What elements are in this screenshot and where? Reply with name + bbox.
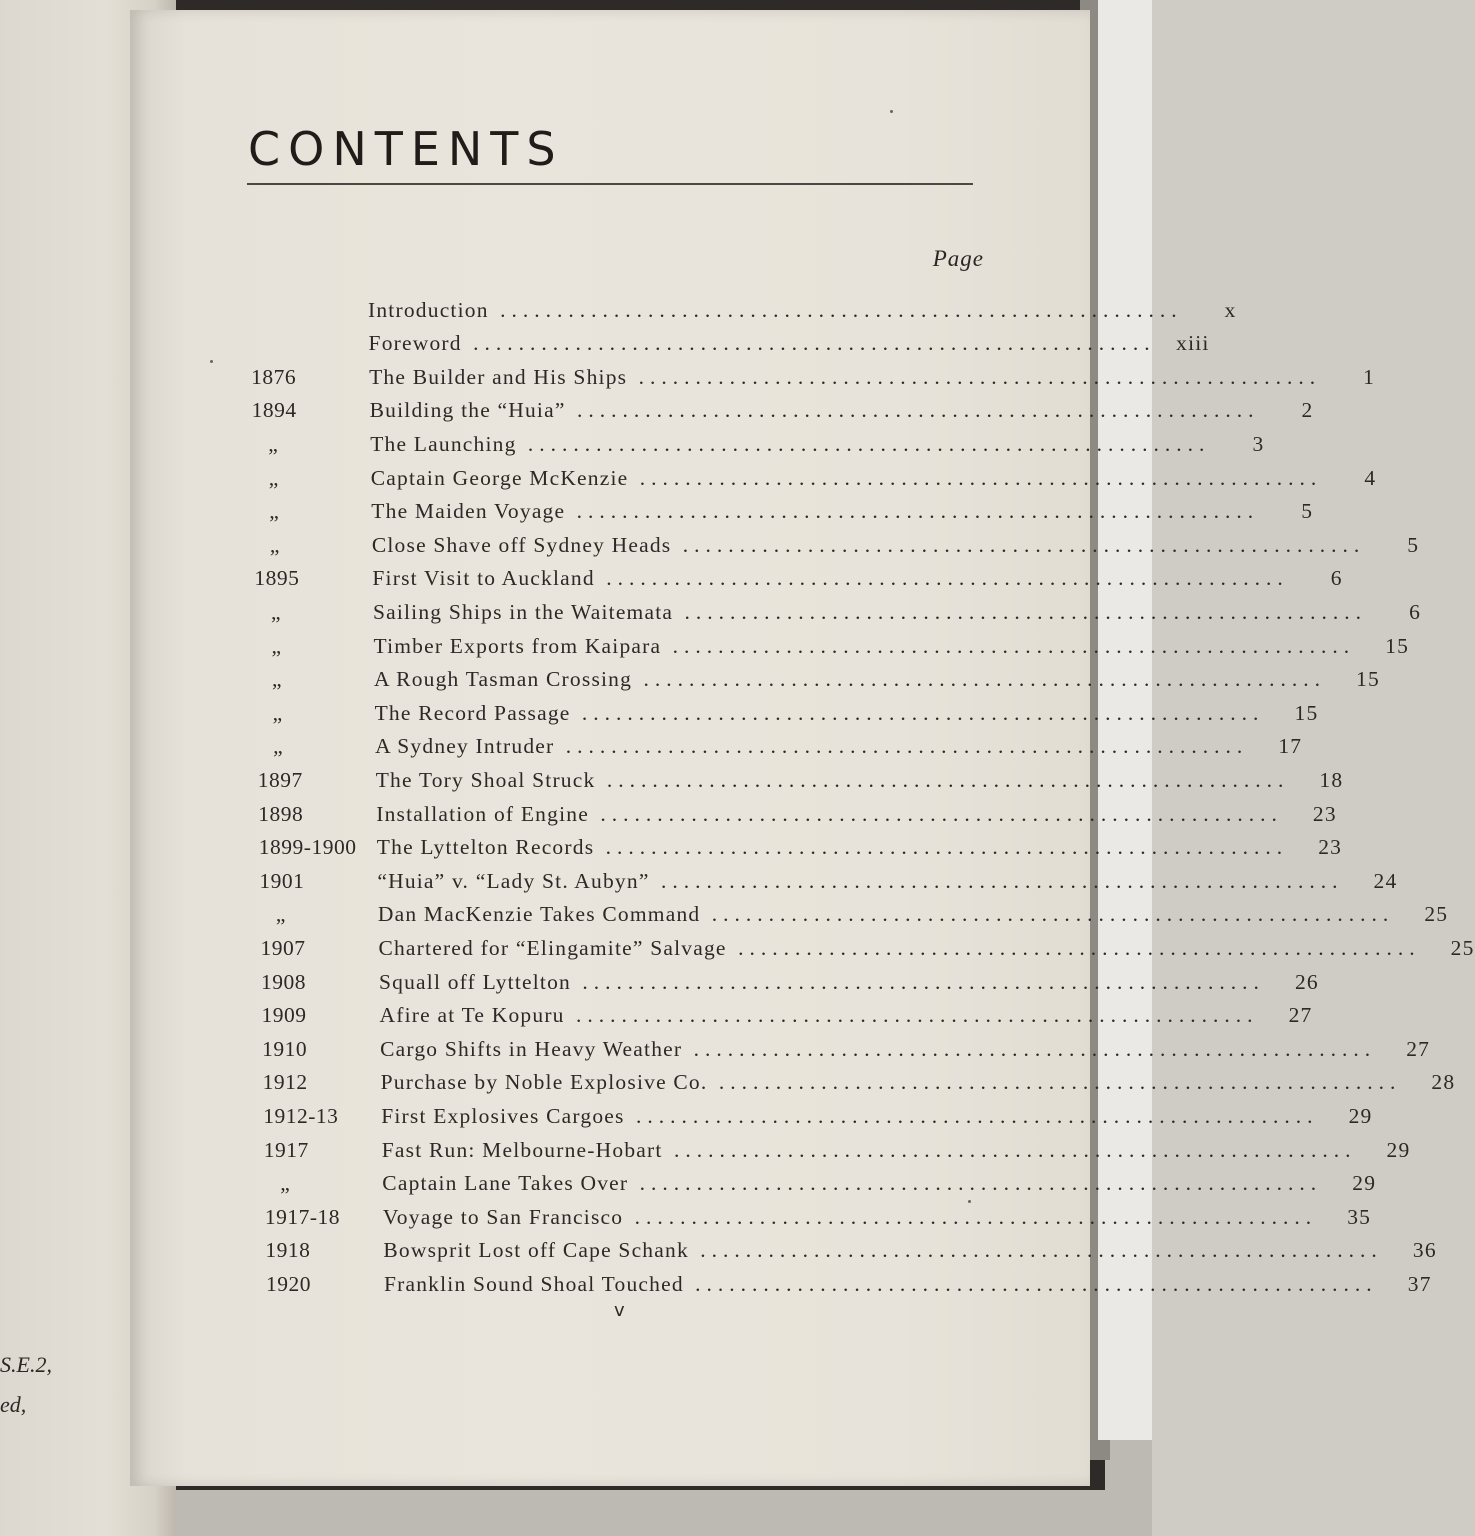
dot-leader: ............................................................ <box>595 767 1290 792</box>
toc-title-leader <box>371 499 1259 524</box>
toc-year: 1917-18 <box>264 1204 341 1229</box>
toc-title: Captain Lane Takes Over <box>382 1171 629 1196</box>
toc-title-leader <box>382 1171 1322 1196</box>
toc-page-number: 25 <box>1424 902 1449 927</box>
toc-entry <box>263 1134 1411 1166</box>
toc-entry <box>257 697 1319 729</box>
toc-entry <box>263 1100 1373 1132</box>
left-page-fragment: ed, <box>0 1392 27 1417</box>
toc-title-leader <box>376 768 1290 793</box>
toc-year: „ <box>269 499 280 524</box>
toc-page-number: 17 <box>1278 734 1303 759</box>
toc-year: 1894 <box>251 398 297 423</box>
toc-title-leader <box>369 365 1321 390</box>
toc-title-leader <box>369 331 1156 356</box>
toc-page-number: 29 <box>1386 1137 1411 1162</box>
dot-leader: ............................................................ <box>564 1003 1259 1028</box>
toc-entry <box>253 462 1377 494</box>
toc-entry <box>251 328 1210 360</box>
toc-entry <box>261 966 1319 998</box>
toc-title-leader <box>370 398 1260 423</box>
toc-entry <box>265 1235 1437 1267</box>
toc-page-number: 23 <box>1312 801 1337 826</box>
dot-leader: ............................................................ <box>632 667 1326 692</box>
toc-title: The Builder and His Ships <box>369 364 628 389</box>
toc-entry <box>250 294 1237 326</box>
toc-title: The Tory Shoal Struck <box>375 767 596 792</box>
toc-title-leader <box>378 936 1420 961</box>
toc-year: 1897 <box>257 767 303 792</box>
toc-title-leader <box>381 1070 1402 1095</box>
toc-title-leader <box>370 432 1210 457</box>
toc-title: Close Shave off Sydney Heads <box>371 532 672 557</box>
toc-title: Introduction <box>368 297 489 322</box>
toc-page-number: 28 <box>1431 1070 1456 1095</box>
toc-title: Bowsprit Lost off Cape Schank <box>383 1238 689 1263</box>
toc-title-leader <box>373 600 1367 625</box>
dot-leader: ............................................................ <box>624 1103 1319 1128</box>
toc-title: The Launching <box>370 431 517 456</box>
dot-leader: ............................................................ <box>673 599 1368 624</box>
dot-leader: ............................................................ <box>554 734 1249 759</box>
dot-leader: ............................................................ <box>570 700 1265 725</box>
toc-entry <box>251 395 1314 427</box>
dot-leader: ............................................................ <box>688 1238 1383 1263</box>
toc-year: 1910 <box>262 1036 308 1061</box>
toc-year: 1901 <box>259 868 305 893</box>
dot-leader: ............................................................ <box>649 868 1344 893</box>
toc-year: 1912-13 <box>263 1103 339 1128</box>
toc-title-leader <box>368 298 1183 323</box>
toc-page-number: 3 <box>1252 431 1265 456</box>
dot-leader: ............................................................ <box>565 499 1260 524</box>
toc-title-leader <box>381 1104 1318 1129</box>
toc-year: „ <box>271 633 282 658</box>
toc-page-number: 15 <box>1356 667 1380 692</box>
toc-year: „ <box>270 599 281 624</box>
dot-leader: ............................................................ <box>623 1204 1318 1229</box>
toc-title: Installation of Engine <box>376 801 589 826</box>
toc-title-leader <box>377 869 1343 894</box>
toc-page-number: x <box>1224 297 1237 322</box>
toc-page-number: 36 <box>1412 1238 1437 1263</box>
toc-page-number: 35 <box>1347 1204 1372 1229</box>
page-number-mark: v <box>614 1300 625 1321</box>
toc-page-number: 26 <box>1294 969 1319 994</box>
toc-year: „ <box>269 532 280 557</box>
toc-page-number: 29 <box>1348 1103 1373 1128</box>
toc-title-leader <box>377 835 1288 860</box>
toc-page-number: 27 <box>1406 1036 1431 1061</box>
toc-title: Dan MacKenzie Takes Command <box>377 902 701 927</box>
toc-title-leader <box>375 734 1248 759</box>
toc-page-number: 5 <box>1407 532 1420 557</box>
dot-leader: ............................................................ <box>516 431 1211 456</box>
toc-year: 1899-1900 <box>258 835 357 860</box>
toc-title-leader <box>378 902 1394 927</box>
toc-title: Fast Run: Melbourne-Hobart <box>381 1137 663 1162</box>
dot-leader: ............................................................ <box>565 398 1260 423</box>
toc-page-number: 15 <box>1294 700 1319 725</box>
toc-title-leader <box>383 1238 1382 1263</box>
toc-page-number: 24 <box>1373 868 1398 893</box>
toc-entry <box>265 1268 1432 1300</box>
dot-leader: ............................................................ <box>594 835 1289 860</box>
toc-entry <box>260 899 1449 931</box>
toc-title: The Maiden Voyage <box>371 499 566 524</box>
toc-page-number: 4 <box>1364 465 1377 490</box>
dot-leader: ............................................................ <box>707 1070 1402 1095</box>
toc-title-leader <box>375 701 1265 726</box>
dot-leader: ............................................................ <box>594 566 1289 591</box>
toc-title: Voyage to San Francisco <box>382 1204 624 1229</box>
dot-leader: ............................................................ <box>726 935 1421 960</box>
toc-title: “Huia” v. “Lady St. Aubyn” <box>377 868 650 893</box>
toc-year: 1898 <box>258 801 304 826</box>
dot-leader: ............................................................ <box>662 1137 1357 1162</box>
toc-year: 1920 <box>265 1271 311 1296</box>
toc-page-number: 1 <box>1363 364 1376 389</box>
toc-title: First Explosives Cargoes <box>381 1103 625 1128</box>
toc-year: 1908 <box>261 969 306 994</box>
toc-title-leader <box>374 667 1326 692</box>
toc-year: „ <box>275 902 286 927</box>
toc-title-leader <box>384 1272 1378 1297</box>
toc-title: Building the “Huia” <box>369 398 566 423</box>
toc-entry <box>252 428 1265 460</box>
toc-title: Squall off Lyttelton <box>379 969 572 994</box>
toc-entry <box>258 798 1337 830</box>
toc-title: Purchase by Noble Explosive Co. <box>380 1070 708 1095</box>
toc-year: „ <box>272 667 283 692</box>
toc-title: A Sydney Intruder <box>375 734 555 759</box>
toc-year: 1909 <box>261 1003 307 1028</box>
page-column-header: Page <box>932 246 984 271</box>
dot-leader: ............................................................ <box>700 902 1395 927</box>
dot-leader: ............................................................ <box>671 532 1366 557</box>
dot-leader: ............................................................ <box>628 465 1323 490</box>
toc-entry <box>262 1033 1431 1065</box>
toc-entry <box>259 865 1398 897</box>
toc-entry <box>256 630 1410 662</box>
dot-leader: ............................................................ <box>588 801 1283 826</box>
toc-title: Afire at Te Kopuru <box>379 1003 565 1028</box>
toc-title: The Record Passage <box>374 700 571 725</box>
toc-page-number: 15 <box>1385 633 1410 658</box>
toc-entry <box>254 529 1420 561</box>
toc-entry <box>261 1000 1313 1032</box>
toc-title: A Rough Tasman Crossing <box>374 667 633 692</box>
toc-year: „ <box>273 734 284 759</box>
toc-year: 1895 <box>254 566 300 591</box>
toc-title-leader <box>382 1138 1357 1163</box>
toc-title-leader <box>374 634 1356 659</box>
toc-entry <box>256 664 1380 696</box>
toc-title: Foreword <box>368 331 462 356</box>
toc-entry <box>264 1168 1377 1200</box>
toc-entry <box>257 764 1344 796</box>
dot-leader: ............................................................ <box>683 1271 1378 1296</box>
toc-title-leader <box>379 970 1265 995</box>
toc-page-number: 6 <box>1330 566 1343 591</box>
left-page-fragment: S.E.2, <box>0 1352 52 1377</box>
toc-title: First Visit to Auckland <box>372 566 595 591</box>
toc-page-number: 6 <box>1409 599 1422 624</box>
toc-entry <box>264 1201 1372 1233</box>
toc-title: Timber Exports from Kaipara <box>373 633 662 658</box>
toc-page-number: 25 <box>1450 935 1475 960</box>
toc-title: The Lyttelton Records <box>376 835 595 860</box>
toc-entry <box>255 596 1422 628</box>
toc-year: 1876 <box>251 364 297 389</box>
toc-year: „ <box>268 431 279 456</box>
toc-entry <box>257 731 1303 763</box>
toc-title-leader <box>371 466 1323 491</box>
toc-entry <box>254 563 1343 595</box>
toc-page-number: 37 <box>1407 1271 1432 1296</box>
toc-title-leader <box>383 1205 1317 1230</box>
toc-title-leader <box>372 566 1288 591</box>
toc-year: „ <box>268 465 279 490</box>
toc-page-number: xiii <box>1176 331 1210 356</box>
toc-title: Chartered for “Elingamite” Salvage <box>378 935 727 960</box>
dot-leader: ............................................................ <box>661 633 1356 658</box>
page-title: CONTENTS <box>248 122 564 176</box>
toc-year: „ <box>272 700 283 725</box>
dot-leader: ............................................................ <box>682 1036 1377 1061</box>
toc-title: Cargo Shifts in Heavy Weather <box>380 1036 683 1061</box>
toc-title: Franklin Sound Shoal Touched <box>383 1271 684 1296</box>
toc-title-leader <box>376 802 1283 827</box>
toc-entry <box>258 832 1343 864</box>
toc-title-leader <box>380 1037 1376 1062</box>
dot-leader: ............................................................ <box>488 297 1183 322</box>
toc-page-number: 29 <box>1352 1171 1377 1196</box>
toc-entry <box>251 361 1376 393</box>
toc-page-number: 18 <box>1319 767 1344 792</box>
toc-entry <box>260 932 1475 964</box>
toc-title-leader <box>380 1003 1259 1028</box>
toc-page-number: 5 <box>1301 499 1314 524</box>
toc-entry <box>253 496 1314 528</box>
dot-leader: ............................................................ <box>628 1171 1323 1196</box>
toc-title: Sailing Ships in the Waitemata <box>372 599 674 624</box>
toc-page-number: 2 <box>1301 398 1314 423</box>
dot-leader: ............................................................ <box>571 969 1265 994</box>
dot-leader: ............................................................ <box>461 331 1156 356</box>
toc-title: Captain George McKenzie <box>370 465 629 490</box>
toc-entry <box>262 1067 1456 1099</box>
toc-year: 1912 <box>262 1070 308 1095</box>
toc-year: „ <box>280 1171 291 1196</box>
toc-year: 1907 <box>260 935 306 960</box>
toc-year: 1917 <box>263 1137 309 1162</box>
toc-page-number: 23 <box>1318 835 1343 860</box>
dot-leader: ............................................................ <box>627 364 1322 389</box>
toc-year: 1918 <box>265 1238 311 1263</box>
toc-page-number: 27 <box>1288 1003 1313 1028</box>
toc-title-leader <box>372 533 1365 558</box>
